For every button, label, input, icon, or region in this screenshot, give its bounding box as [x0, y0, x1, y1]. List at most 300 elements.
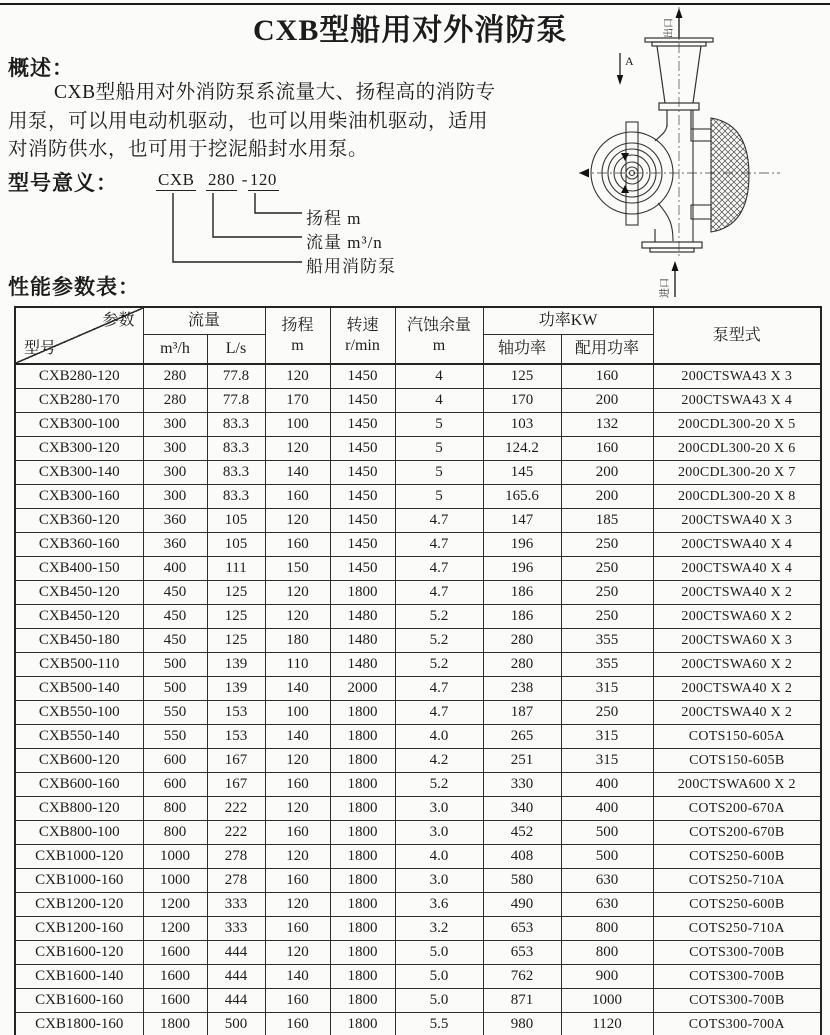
cell: 355	[561, 629, 653, 653]
table-row	[15, 533, 821, 557]
cell: 600	[143, 749, 207, 773]
cell: 5.0	[395, 941, 483, 965]
cell-model: CXB450-180	[15, 629, 143, 653]
cell: 500	[143, 677, 207, 701]
cell: COTS150-605A	[653, 725, 821, 749]
table-row	[15, 413, 821, 437]
cell: 110	[265, 653, 330, 677]
cell: 251	[483, 749, 561, 773]
cell: 200CDL300-20 X 6	[653, 437, 821, 461]
inlet-arrowhead	[672, 261, 679, 271]
table-row	[15, 773, 821, 797]
table-row	[15, 557, 821, 581]
cell: 1480	[330, 629, 395, 653]
cell-model: CXB360-120	[15, 509, 143, 533]
cell: 4.2	[395, 749, 483, 773]
cell: 800	[561, 941, 653, 965]
cell: 139	[207, 653, 265, 677]
cell: 1000	[143, 845, 207, 869]
cell: COTS200-670A	[653, 797, 821, 821]
cell: 145	[483, 461, 561, 485]
overview-heading: 概述：	[8, 56, 74, 80]
table-row	[15, 509, 821, 533]
cell: 5.5	[395, 1013, 483, 1035]
cell: 4.7	[395, 557, 483, 581]
cell: 120	[265, 845, 330, 869]
cell: 300	[143, 413, 207, 437]
cell: 1800	[330, 869, 395, 893]
cell: 250	[561, 533, 653, 557]
cell-model: CXB1600-140	[15, 965, 143, 989]
cell: 452	[483, 821, 561, 845]
col-pump-type: 泵型式	[653, 307, 821, 364]
cell: 250	[561, 605, 653, 629]
table-row	[15, 893, 821, 917]
cell: 1800	[330, 725, 395, 749]
cell-model: CXB1200-120	[15, 893, 143, 917]
cell: 4.0	[395, 725, 483, 749]
cell: 140	[265, 461, 330, 485]
cell-model: CXB1600-120	[15, 941, 143, 965]
cell: COTS250-600B	[653, 893, 821, 917]
cell-model: CXB600-160	[15, 773, 143, 797]
table-row	[15, 797, 821, 821]
cell: 3.0	[395, 797, 483, 821]
cell: 160	[265, 989, 330, 1013]
cell: 132	[561, 413, 653, 437]
cell: 139	[207, 677, 265, 701]
table-row	[15, 701, 821, 725]
col-npsh-label: 汽蚀余量	[407, 316, 472, 334]
cell: 3.2	[395, 917, 483, 941]
cell: 1800	[330, 821, 395, 845]
cell: 1450	[330, 364, 395, 389]
cell: 165.6	[483, 485, 561, 509]
cell: 153	[207, 701, 265, 725]
cell: 1800	[330, 797, 395, 821]
table-row	[15, 1013, 821, 1035]
cell: COTS300-700B	[653, 965, 821, 989]
inlet-label: 进口	[660, 278, 671, 298]
section-arrowhead	[617, 75, 623, 85]
cell: 222	[207, 797, 265, 821]
cell: 103	[483, 413, 561, 437]
cell: 200CTSWA43 X 3	[653, 364, 821, 389]
cell: 196	[483, 533, 561, 557]
cell-model: CXB280-120	[15, 364, 143, 389]
cell: 980	[483, 1013, 561, 1035]
col-head	[265, 307, 330, 364]
cell: 4.7	[395, 581, 483, 605]
table-heading: 性能参数表：	[8, 275, 140, 299]
cell-model: CXB1800-160	[15, 1013, 143, 1035]
cell: 4.7	[395, 533, 483, 557]
cell: 1800	[330, 917, 395, 941]
col-npsh-unit: m	[432, 336, 446, 354]
cell-model: CXB550-100	[15, 701, 143, 725]
cell: 630	[561, 893, 653, 917]
cell: 170	[265, 389, 330, 413]
model-code-flow: 280	[207, 170, 235, 189]
cell: 186	[483, 605, 561, 629]
cell: 77.8	[207, 364, 265, 389]
cell: 120	[265, 893, 330, 917]
cell: 653	[483, 941, 561, 965]
cell: 120	[265, 797, 330, 821]
cell: 280	[143, 364, 207, 389]
overview-line: 对消防供水，也可用于挖泥船封水用泵。	[8, 139, 369, 160]
cell: 1800	[330, 581, 395, 605]
cell-model: CXB300-160	[15, 485, 143, 509]
cell: 160	[265, 821, 330, 845]
axis-arrowhead	[579, 169, 589, 178]
model-label-head: 扬程 m	[306, 209, 362, 228]
cell: 1800	[330, 989, 395, 1013]
col-speed-label: 转速	[346, 316, 379, 334]
cell: 4.7	[395, 509, 483, 533]
model-heading: 型号意义：	[8, 171, 118, 195]
cell-model: CXB300-140	[15, 461, 143, 485]
cell: 278	[207, 869, 265, 893]
table-row	[15, 725, 821, 749]
col-head-label: 扬程	[281, 316, 314, 334]
cell: 300	[143, 437, 207, 461]
cell: 167	[207, 749, 265, 773]
cell: 200CTSWA40 X 4	[653, 557, 821, 581]
cell: 550	[143, 701, 207, 725]
cell: COTS300-700A	[653, 1013, 821, 1035]
cell-model: CXB280-170	[15, 389, 143, 413]
cell: 800	[143, 821, 207, 845]
cell: 238	[483, 677, 561, 701]
cell: 355	[561, 653, 653, 677]
cell: 580	[483, 869, 561, 893]
overview-line: 用泵，可以用电动机驱动，也可以用柴油机驱动，适用	[8, 110, 489, 132]
cell: 550	[143, 725, 207, 749]
cell: COTS250-710A	[653, 869, 821, 893]
outlet-label: 出口	[664, 18, 675, 38]
cell: 200CTSWA60 X 2	[653, 605, 821, 629]
cell: 125	[207, 605, 265, 629]
cell-model: CXB300-120	[15, 437, 143, 461]
cell-model: CXB800-100	[15, 821, 143, 845]
table-row	[15, 821, 821, 845]
cell-model: CXB1600-160	[15, 989, 143, 1013]
cell: 1800	[330, 1013, 395, 1035]
cell: 200	[561, 461, 653, 485]
cell: 1000	[143, 869, 207, 893]
cell: 100	[265, 701, 330, 725]
cell: 444	[207, 989, 265, 1013]
cell: 1800	[330, 773, 395, 797]
cell: 5	[395, 485, 483, 509]
cell: 77.8	[207, 389, 265, 413]
cell: COTS150-605B	[653, 749, 821, 773]
cell: 200CTSWA40 X 2	[653, 677, 821, 701]
cell: 871	[483, 989, 561, 1013]
cell: 1800	[330, 749, 395, 773]
table-row	[15, 749, 821, 773]
model-label-type: 船用消防泵	[306, 257, 396, 276]
cell: 653	[483, 917, 561, 941]
table-row	[15, 989, 821, 1013]
cell: 1800	[330, 893, 395, 917]
cell-model: CXB450-120	[15, 605, 143, 629]
table-row	[15, 389, 821, 413]
cell: COTS300-700B	[653, 941, 821, 965]
cell: 100	[265, 413, 330, 437]
cell: 200	[561, 485, 653, 509]
cell: 160	[265, 917, 330, 941]
cell: 5	[395, 437, 483, 461]
cell-model: CXB1000-120	[15, 845, 143, 869]
pump-drawing	[575, 5, 825, 300]
cell: 1800	[330, 941, 395, 965]
page-title: CXB型船用对外消防泵	[253, 14, 568, 47]
cell: COTS200-670B	[653, 821, 821, 845]
cell: 147	[483, 509, 561, 533]
cell: 400	[143, 557, 207, 581]
cell: 200CDL300-20 X 8	[653, 485, 821, 509]
col-head-unit: m	[291, 336, 304, 354]
cell: 200CTSWA60 X 2	[653, 653, 821, 677]
dome-connectors	[691, 129, 711, 219]
corner-label-model: 型号	[24, 340, 57, 357]
cell: 200	[561, 389, 653, 413]
cell: 160	[561, 437, 653, 461]
cell: 125	[207, 581, 265, 605]
cell: 4.7	[395, 677, 483, 701]
cell-model: CXB500-110	[15, 653, 143, 677]
cell: 200CTSWA40 X 4	[653, 533, 821, 557]
cell: 444	[207, 941, 265, 965]
cell: 200CTSWA40 X 2	[653, 701, 821, 725]
table-row	[15, 605, 821, 629]
cell: 500	[561, 845, 653, 869]
cell: 300	[143, 461, 207, 485]
cell: 360	[143, 533, 207, 557]
cell: 250	[561, 557, 653, 581]
table-row	[15, 917, 821, 941]
cell: 1600	[143, 941, 207, 965]
cell: 140	[265, 725, 330, 749]
cell: 1800	[143, 1013, 207, 1035]
cell: 500	[207, 1013, 265, 1035]
cell: 180	[265, 629, 330, 653]
cell: 500	[561, 821, 653, 845]
motor-dome	[711, 118, 749, 232]
cell: 400	[561, 797, 653, 821]
cell: 340	[483, 797, 561, 821]
cell: 5.0	[395, 965, 483, 989]
cell: 280	[483, 653, 561, 677]
cell: 315	[561, 725, 653, 749]
table-row	[15, 437, 821, 461]
table-row	[15, 677, 821, 701]
cell: 600	[143, 773, 207, 797]
cell: 150	[265, 557, 330, 581]
cell: 120	[265, 364, 330, 389]
cell: COTS250-710A	[653, 917, 821, 941]
overview-paragraph	[8, 79, 588, 165]
cell: 250	[561, 701, 653, 725]
cell: 5.0	[395, 989, 483, 1013]
cell: 1800	[330, 845, 395, 869]
cell: 140	[265, 965, 330, 989]
cell: 83.3	[207, 485, 265, 509]
cell-model: CXB1000-160	[15, 869, 143, 893]
cell: 900	[561, 965, 653, 989]
corner-label-param: 参数	[102, 312, 135, 329]
cell: 408	[483, 845, 561, 869]
cell-model: CXB500-140	[15, 677, 143, 701]
cell: 333	[207, 917, 265, 941]
cell: 120	[265, 509, 330, 533]
cell: 160	[265, 533, 330, 557]
cell: 83.3	[207, 461, 265, 485]
overview-line: CXB型船用对外消防泵系流量大、扬程高的消防专	[54, 82, 496, 103]
col-flow-ls: L/s	[207, 335, 265, 365]
col-speed-unit: r/min	[345, 336, 380, 354]
cell: 1200	[143, 893, 207, 917]
performance-table	[14, 306, 822, 1035]
cell-model: CXB400-150	[15, 557, 143, 581]
cell: 120	[265, 605, 330, 629]
col-rated-power: 配用功率	[561, 335, 653, 365]
cell: 630	[561, 869, 653, 893]
cell: 120	[265, 437, 330, 461]
cell: 5	[395, 413, 483, 437]
cell: 250	[561, 581, 653, 605]
cell: 200CTSWA60 X 3	[653, 629, 821, 653]
cell: 185	[561, 509, 653, 533]
cell: 1450	[330, 509, 395, 533]
cell: COTS250-600B	[653, 845, 821, 869]
table-row	[15, 461, 821, 485]
volute	[591, 110, 693, 242]
col-speed	[330, 307, 395, 364]
cell: 1450	[330, 389, 395, 413]
cell: 4.0	[395, 845, 483, 869]
outlet-arrowhead	[676, 8, 683, 18]
table-row	[15, 629, 821, 653]
cell: COTS300-700B	[653, 989, 821, 1013]
cell: 125	[207, 629, 265, 653]
cell: 2000	[330, 677, 395, 701]
col-npsh	[395, 307, 483, 364]
cell: 300	[143, 485, 207, 509]
cell: 333	[207, 893, 265, 917]
cell: 200CTSWA43 X 4	[653, 389, 821, 413]
cell: 120	[265, 749, 330, 773]
cell: 160	[265, 869, 330, 893]
model-code-sep: -	[241, 170, 248, 189]
cell: 1450	[330, 485, 395, 509]
cell: 222	[207, 821, 265, 845]
model-label-flow: 流量 m³/n	[306, 233, 383, 252]
table-body	[15, 364, 821, 1035]
cell: 3.6	[395, 893, 483, 917]
table-row	[15, 581, 821, 605]
model-code-prefix: CXB	[158, 170, 195, 189]
cell: 400	[561, 773, 653, 797]
cell: 5.2	[395, 653, 483, 677]
cell: 490	[483, 893, 561, 917]
cell: 196	[483, 557, 561, 581]
cell: 1800	[330, 965, 395, 989]
cell: 124.2	[483, 437, 561, 461]
cell: 1480	[330, 653, 395, 677]
section-label: A	[625, 54, 634, 68]
cell-model: CXB800-120	[15, 797, 143, 821]
cell: 5.2	[395, 629, 483, 653]
cell: 1120	[561, 1013, 653, 1035]
cell: 111	[207, 557, 265, 581]
cell: 160	[265, 773, 330, 797]
cell-model: CXB450-120	[15, 581, 143, 605]
cell: 500	[143, 653, 207, 677]
cell: 160	[265, 485, 330, 509]
cell: 1480	[330, 605, 395, 629]
col-shaft-power: 轴功率	[483, 335, 561, 365]
cell: 153	[207, 725, 265, 749]
cell: 280	[143, 389, 207, 413]
cell: 315	[561, 677, 653, 701]
col-flow: 流量	[143, 307, 265, 335]
cell: 4.7	[395, 701, 483, 725]
cell: 200CTSWA40 X 3	[653, 509, 821, 533]
cell: 105	[207, 509, 265, 533]
cell: 120	[265, 581, 330, 605]
table-row	[15, 941, 821, 965]
cut-mark	[621, 153, 629, 161]
cell: 1450	[330, 461, 395, 485]
cell: 1200	[143, 917, 207, 941]
cell: 3.0	[395, 869, 483, 893]
model-code-head: 120	[249, 170, 277, 189]
cell: 1450	[330, 557, 395, 581]
cell: 125	[483, 364, 561, 389]
cell: 140	[265, 677, 330, 701]
cell: 315	[561, 749, 653, 773]
cell: 265	[483, 725, 561, 749]
cell-model: CXB550-140	[15, 725, 143, 749]
cell: 4	[395, 389, 483, 413]
cell: 800	[143, 797, 207, 821]
cell: 160	[561, 364, 653, 389]
cell: 3.0	[395, 821, 483, 845]
cell: 762	[483, 965, 561, 989]
cell: 186	[483, 581, 561, 605]
cell: 105	[207, 533, 265, 557]
cell: 280	[483, 629, 561, 653]
cell-model: CXB600-120	[15, 749, 143, 773]
cell: 1450	[330, 437, 395, 461]
cell: 5.2	[395, 773, 483, 797]
cell: 170	[483, 389, 561, 413]
cell: 83.3	[207, 413, 265, 437]
cell: 200CDL300-20 X 7	[653, 461, 821, 485]
cell: 120	[265, 941, 330, 965]
cell: 444	[207, 965, 265, 989]
table-row	[15, 845, 821, 869]
cell: 167	[207, 773, 265, 797]
cell: 4	[395, 364, 483, 389]
cell-model: CXB300-100	[15, 413, 143, 437]
cell: 83.3	[207, 437, 265, 461]
table-row	[15, 653, 821, 677]
table-row	[15, 364, 821, 389]
